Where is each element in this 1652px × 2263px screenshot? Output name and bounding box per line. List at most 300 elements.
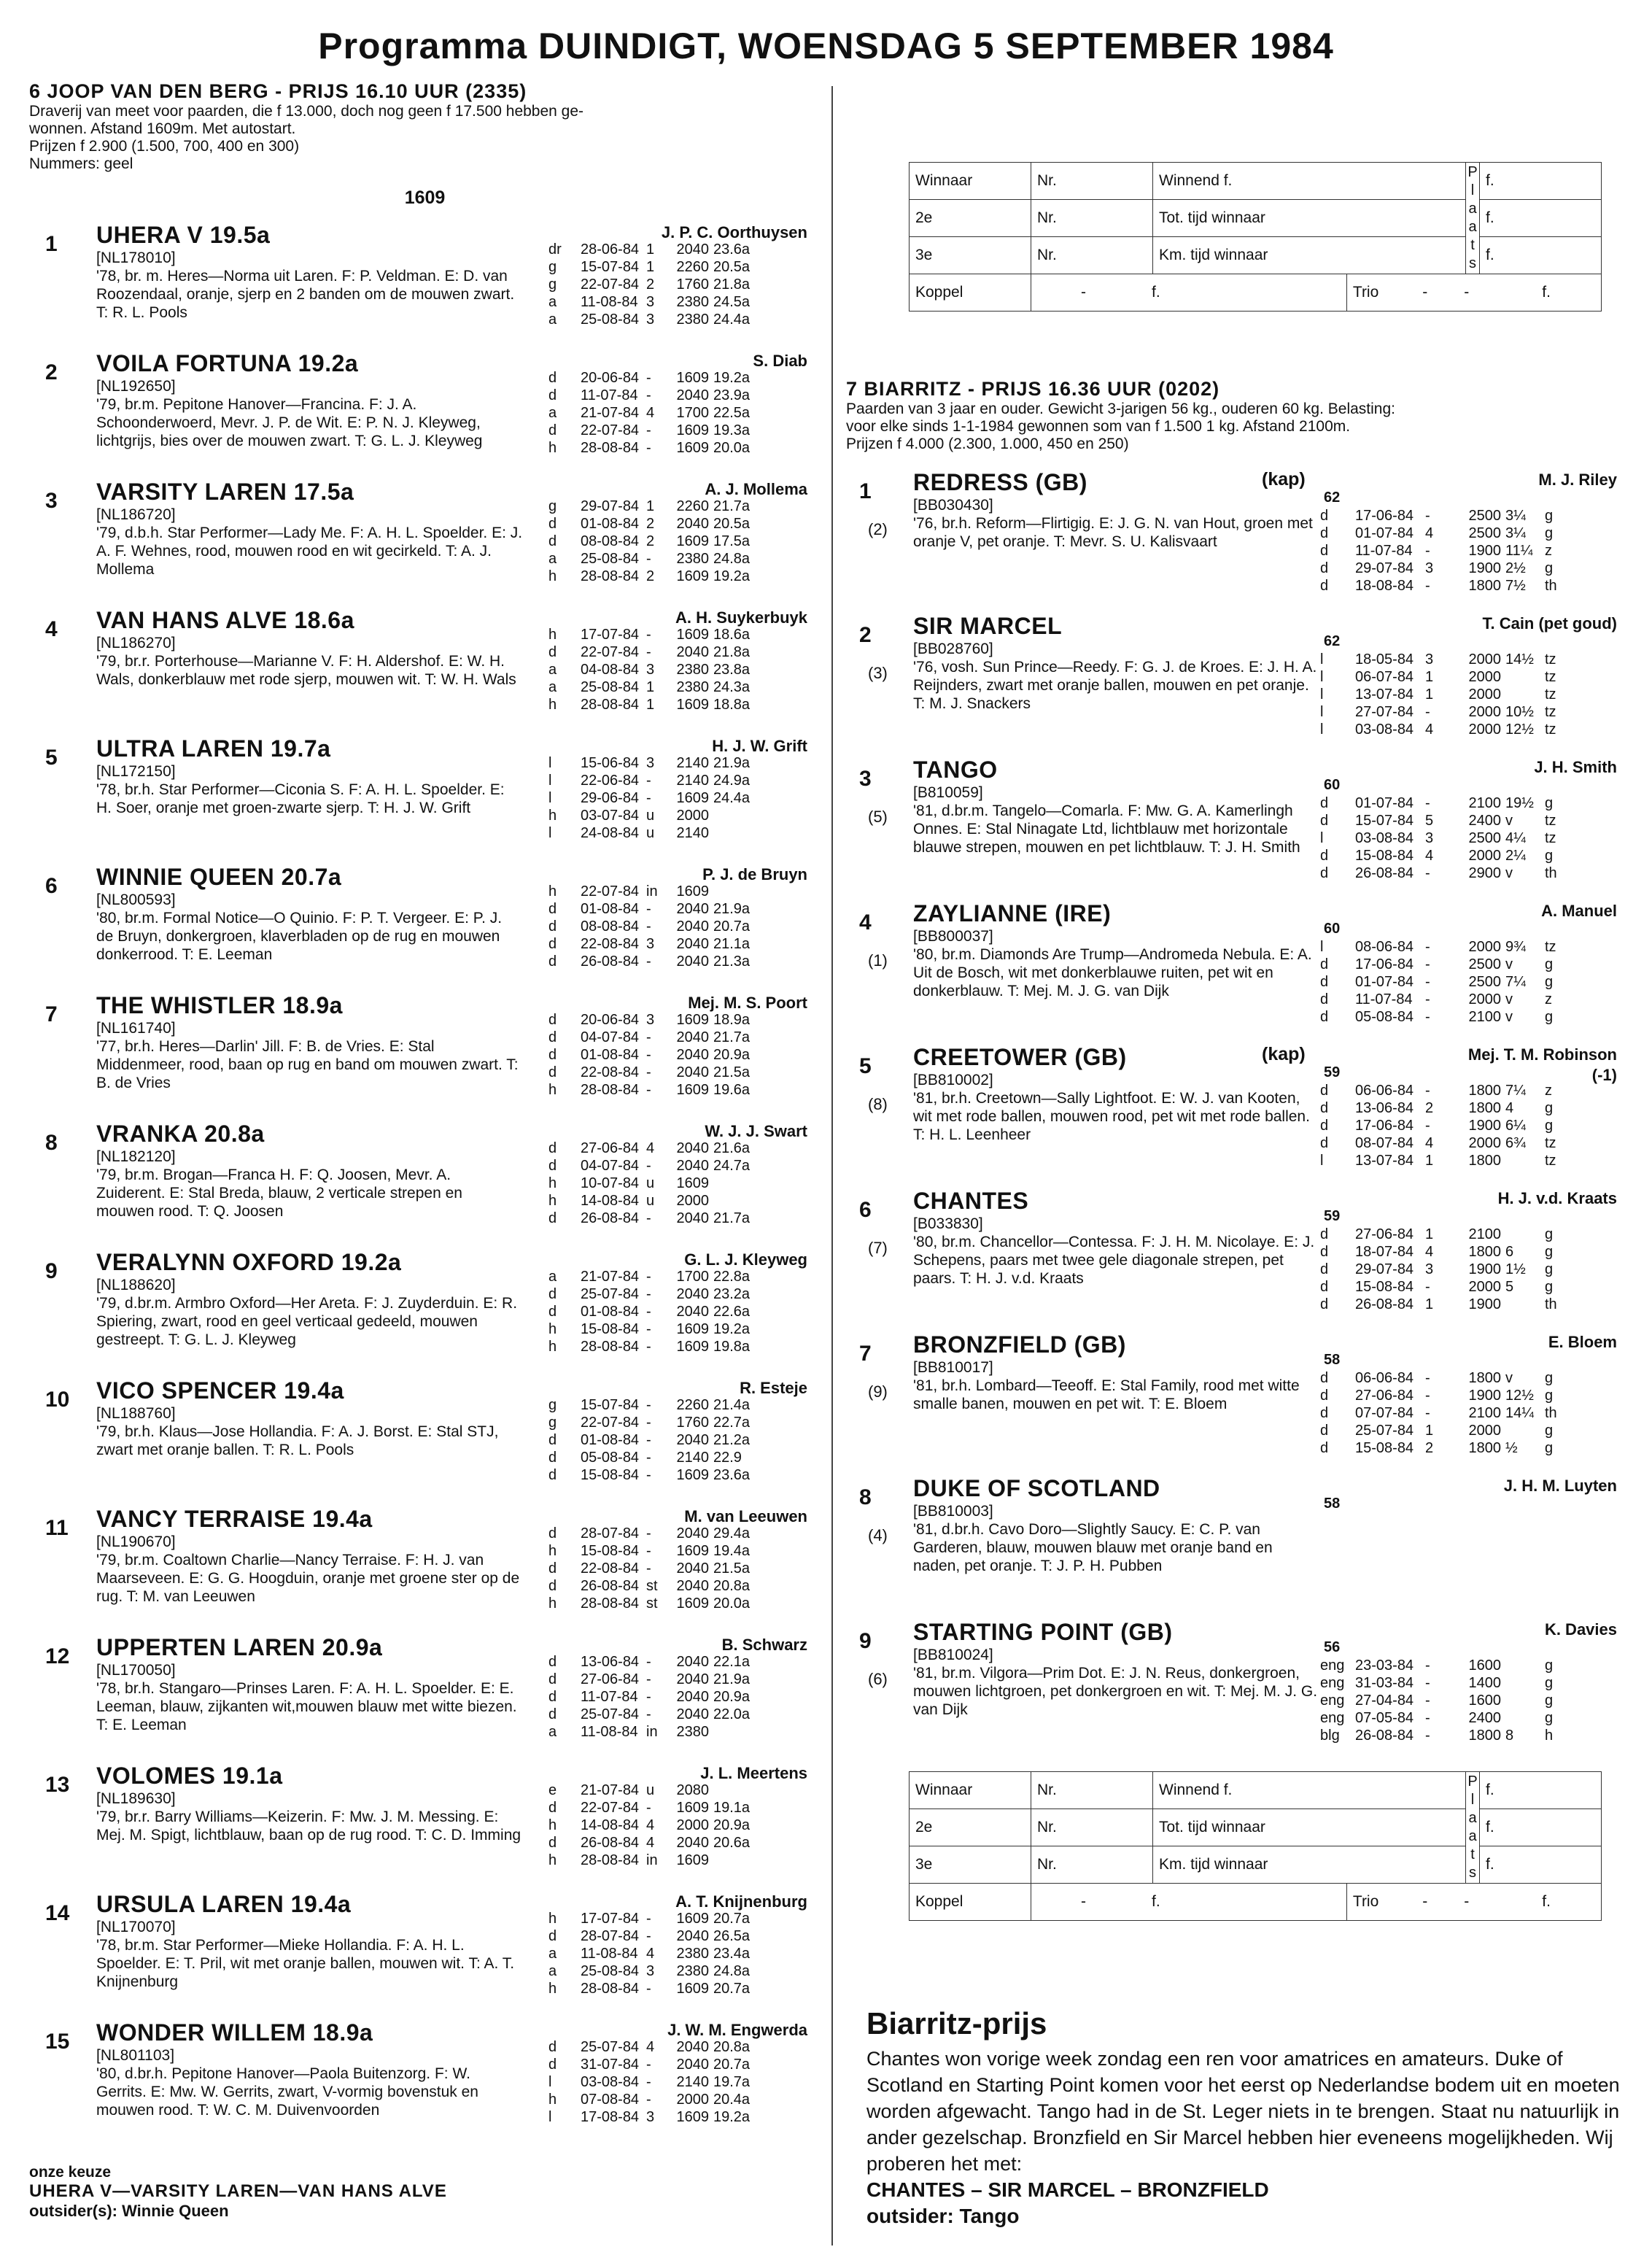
race-cell: g [1545, 956, 1554, 972]
race-cell: g [1545, 1009, 1554, 1025]
race-cell: - [646, 1706, 651, 1722]
race-cell: g [1545, 1710, 1554, 1726]
race-cell: 24.4a [713, 790, 751, 806]
horse-description: '81, br.h. Creetown—Sally Lightfoot. E: W. J. van Kooten, wit met rode ballen, mouwen rood, pet wit met rode ballen. T: H. L. Leenheer [913, 1090, 1310, 1143]
race-cell: 1 [1425, 1296, 1434, 1312]
race-cell: d [1320, 1296, 1329, 1312]
race-cell: d [548, 1671, 557, 1687]
cell-f: f. [1480, 237, 1602, 274]
race-cell: d [548, 1029, 557, 1045]
race-cell: 2500 [1468, 956, 1501, 972]
race-cell: 20.9a [713, 1689, 751, 1705]
horse-description: '76, vosh. Sun Prince—Reedy. F: G. J. de Kroes. E: J. H. A. Reijnders, zwart met oranje ballen, mouwen en pet oranje. T: M. J. Snackers [913, 659, 1317, 712]
race-cell: - [646, 1911, 651, 1927]
race-cell: st [646, 1578, 658, 1594]
horse-number: 1 [45, 232, 58, 256]
race-cell: 21.7a [713, 1210, 751, 1226]
race-cell: a [548, 662, 557, 678]
horse-number: 11 [45, 1516, 69, 1540]
race-cell: 1609 [676, 1175, 709, 1191]
race-cell: 24.4a [713, 312, 751, 328]
race-cell: 19½ [1505, 795, 1534, 811]
race-cell: d [1320, 1244, 1329, 1260]
race-cell: 4 [646, 2039, 655, 2055]
race-row [548, 293, 772, 311]
race-cell: 1 [1425, 1153, 1434, 1169]
race-cell: - [1425, 1728, 1430, 1744]
race-cell: 1 [646, 697, 655, 713]
horse-driver: E. Bloem [1548, 1333, 1617, 1351]
race-cell: 21.7a [713, 1029, 751, 1045]
race-cell: h [548, 1082, 557, 1098]
race-cell: - [646, 1158, 651, 1174]
horse-driver: Mej. T. M. Robinson [1467, 1045, 1617, 1064]
race-cell: 3 [646, 294, 655, 310]
race-row [548, 1175, 772, 1192]
horse-number: 5 [859, 1054, 872, 1078]
race-cell: a [548, 679, 557, 695]
horse-weight: 58 [1324, 1496, 1341, 1512]
horse-entry [29, 992, 821, 1121]
race-cell: h [1545, 1728, 1554, 1744]
horse-start-position: (2) [868, 520, 888, 538]
race-row [548, 789, 772, 807]
race-cell: 13-06-84 [1355, 1100, 1414, 1116]
horse-code: [NL172150] [96, 763, 176, 780]
horse-entry [846, 1188, 1630, 1331]
race-cell: 1 [646, 498, 655, 514]
race-cell: 03-07-84 [581, 808, 640, 824]
race-cell: 21.8a [713, 276, 751, 293]
race-cell: 20-06-84 [581, 370, 640, 386]
race-cell: 31-03-84 [1355, 1675, 1414, 1691]
horse-recent-races [548, 498, 772, 585]
race-cell: d [1320, 525, 1329, 541]
race-cell: 21.2a [713, 1432, 751, 1448]
race-cell: 24.5a [713, 294, 751, 310]
horse-description: '81, br.m. Vilgora—Prim Dot. E: J. N. Reus, donkergroen, mouwen lichtgroen, pet donkergroen en wit. T: Mej. M. J. G. van Dijk [913, 1665, 1318, 1718]
race-cell: - [646, 1064, 651, 1080]
race-cell: 21-07-84 [581, 1782, 640, 1798]
race-cell: d [548, 1158, 557, 1174]
race-cell: a [548, 312, 557, 328]
race-cell: 4 [1425, 525, 1434, 541]
horse-description: '80, br.m. Chancellor—Contessa. F: J. H. M. Nicolaye. E: J. Schepens, paars met twee gele diagonale strepen, pet paars. T: H. J. v.d. Kraats [913, 1234, 1315, 1287]
race-cell: d [1320, 1261, 1329, 1277]
race-cell: l [1320, 1153, 1324, 1169]
race-cell: - [1425, 1675, 1430, 1691]
race-cell: u [646, 1782, 655, 1798]
horse-description: '81, d.br.h. Cavo Doro—Slightly Saucy. E: C. P. van Garderen, blauw, mouwen blauw met oranje band en naden, pet oranje. T: J. P. H. Pubben [913, 1521, 1273, 1574]
race-cell: 2040 [676, 1689, 709, 1705]
race-cell: 13-07-84 [1355, 686, 1414, 703]
race-row [548, 1140, 772, 1157]
race-cell: 1609 [676, 627, 709, 643]
race-cell: 22.5a [713, 405, 751, 421]
horse-description: '80, br.m. Formal Notice—O Quinio. F: P. T. Vergeer. E: P. J. de Bruyn, donkergroen, klaverbladen op de rug en mouwen donkerrood. T: E. Leeman [96, 910, 503, 963]
race-cell: 04-07-84 [581, 1029, 640, 1045]
race-row [548, 311, 772, 328]
race-cell: 1900 [1468, 560, 1501, 576]
race-cell: - [646, 918, 651, 935]
race-cell: - [1425, 1118, 1430, 1134]
race-6-info-line: Prijzen f 2.900 (1.500, 700, 400 en 300) [29, 138, 300, 155]
race-row [548, 1799, 772, 1817]
horse-driver: Mej. M. S. Poort [688, 994, 807, 1012]
race-cell: 27-06-84 [1355, 1226, 1414, 1242]
race-cell: 2000 [676, 1817, 709, 1833]
horse-code: [BB028760] [913, 641, 993, 657]
horse-name: ZAYLIANNE (IRE) [913, 900, 1112, 927]
horse-number: 8 [859, 1485, 872, 1509]
race-cell: 2400 [1468, 1710, 1501, 1726]
horse-number: 9 [45, 1259, 58, 1283]
race-cell: 23.2a [713, 1286, 751, 1302]
horse-description: '79, d.b.h. Star Performer—Lady Me. F: A. H. L. Spoelder. E: J. A. F. Wehnes, rood, mouwen rood en wit gecirkeld. T: A. J. Mollema [96, 525, 523, 578]
race-cell: d [1320, 1100, 1329, 1116]
race-cell: 3 [646, 936, 655, 952]
horse-code: [NL188620] [96, 1277, 176, 1293]
horse-number: 15 [45, 2030, 70, 2054]
race-cell: g [1545, 974, 1554, 990]
horse-code: [NL186720] [96, 506, 176, 523]
race-cell: 2140 [676, 2074, 709, 2090]
horse-description: '81, d.br.m. Tangelo—Comarla. F: Mw. G. A. Kamerlingh Onnes. E: Stal Ninagate Ltd, lichtblauw met horizontale blauwe strepen, mouwen en pet lichtblauw. T: J. H. Smith [913, 802, 1300, 856]
horse-name: VOILA FORTUNA 19.2a [96, 350, 359, 376]
horse-driver: A. H. Suykerbuyk [675, 608, 807, 627]
race-cell: 23.6a [713, 1467, 751, 1483]
race-cell: 1609 [676, 1321, 709, 1337]
race-cell: - [1425, 1693, 1430, 1709]
race-cell: g [548, 498, 557, 514]
horse-name: ULTRA LAREN 19.7a [96, 735, 331, 762]
race-cell: blg [1320, 1728, 1340, 1744]
race-row [1320, 1278, 1574, 1296]
race-cell: - [646, 1654, 651, 1670]
race-cell: h [548, 2092, 557, 2108]
race-cell: 28-08-84 [581, 1852, 640, 1868]
race-cell: d [548, 901, 557, 917]
horse-recent-races [1320, 507, 1574, 595]
race-cell: 03-08-84 [1355, 722, 1414, 738]
race-row [1320, 651, 1574, 668]
horse-entry [29, 222, 821, 350]
race-cell: d [1320, 1440, 1329, 1456]
race-cell: 15-08-84 [1355, 1279, 1414, 1295]
race-cell: 2040 [676, 387, 709, 403]
race-cell: 21.5a [713, 1560, 751, 1577]
race-cell: 2 [1425, 1440, 1434, 1456]
race-cell: 2100 [1468, 1226, 1501, 1242]
race-cell: g [1545, 525, 1554, 541]
race-cell: - [1425, 1009, 1430, 1025]
race-cell: 21-07-84 [581, 1269, 640, 1285]
race-cell: 19.1a [713, 1800, 751, 1816]
horse-driver: M. J. Riley [1538, 471, 1617, 489]
race-cell: l [1320, 704, 1324, 720]
race-row [548, 1834, 772, 1852]
race-cell: 20.5a [713, 259, 751, 275]
horse-description: '77, br.h. Heres—Darlin' Jill. F: B. de Vries. E: Stal Middenmeer, rood, baan op rug en band om mouwen zwart. T: B. de Vries [96, 1038, 519, 1091]
race-cell: 2040 [676, 1029, 709, 1045]
race-cell: 2380 [676, 551, 709, 567]
race-cell: 22-08-84 [581, 1560, 640, 1577]
race-cell: - [646, 1047, 651, 1063]
race-cell: v [1505, 813, 1513, 829]
race-cell: 15-08-84 [581, 1321, 640, 1337]
race-cell: 1800 [1468, 1244, 1501, 1260]
race-cell: a [548, 1724, 557, 1740]
race-cell: 1800 [1468, 1728, 1501, 1744]
race-cell: d [548, 533, 557, 549]
race-cell: 19.2a [713, 568, 751, 584]
race-cell: g [548, 1397, 557, 1413]
race-cell: 4 [1425, 722, 1434, 738]
horse-entry [846, 1331, 1630, 1475]
race-cell: 2 [646, 516, 655, 532]
pick-main: UHERA V—VARSITY LAREN—VAN HANS ALVE [29, 2181, 447, 2201]
race-cell: - [646, 1928, 651, 1944]
race-cell: - [646, 1800, 651, 1816]
article-pick: CHANTES – SIR MARCEL – BRONZFIELD [866, 2178, 1269, 2201]
horse-code: [BB800037] [913, 928, 993, 945]
race-cell: g [548, 259, 557, 275]
race-row [548, 258, 772, 276]
race-cell: z [1545, 543, 1552, 559]
race-cell: - [1425, 508, 1430, 524]
horse-number: 4 [45, 617, 58, 641]
race-row [1320, 1134, 1574, 1152]
horse-entry [846, 1044, 1630, 1188]
race-cell: d [548, 2057, 557, 2073]
race-cell: 2040 [676, 516, 709, 532]
race-6-info [29, 103, 821, 173]
cell-km-tijd: Km. tijd winnaar [1153, 237, 1466, 274]
race-row [548, 900, 772, 918]
race-row [1320, 847, 1574, 864]
race-row [548, 2073, 772, 2091]
race-cell: d [548, 918, 557, 935]
race-cell: 2380 [676, 294, 709, 310]
result-table-race-7 [909, 1771, 1602, 1921]
race-cell: th [1545, 1405, 1557, 1421]
race-cell: 4 [646, 1817, 655, 1833]
horse-driver: M. van Leeuwen [684, 1507, 807, 1525]
race-7-column [846, 378, 1630, 1763]
race-cell: 19.6a [713, 1082, 751, 1098]
race-cell: h [548, 883, 557, 900]
race-cell: - [646, 901, 651, 917]
race-cell: tz [1545, 722, 1556, 738]
race-cell: d [1320, 795, 1329, 811]
race-cell: 01-07-84 [1355, 974, 1414, 990]
race-cell: 7½ [1505, 578, 1526, 594]
race-cell: g [1545, 1370, 1554, 1386]
race-cell: u [646, 825, 655, 841]
plaats-label: P l a a t s [1466, 1772, 1480, 1884]
horse-description: '79, br.m. Pepitone Hanover—Francina. F: J. A. Schoonderwoerd, Mevr. J. P. de Wit. E: P. N. J. Kleyweg, lichtgrijs, bies over de mouwen zwart. T: G. L. J. Kleyweg [96, 396, 483, 449]
race-row [1320, 794, 1574, 812]
race-row [548, 935, 772, 953]
race-row [548, 1414, 772, 1431]
race-cell: 22-08-84 [581, 936, 640, 952]
article-outsider: outsider: Tango [866, 2205, 1020, 2227]
race-cell: - [646, 1689, 651, 1705]
race-cell: v [1505, 1009, 1513, 1025]
horse-recent-races [1320, 651, 1574, 738]
race-row [548, 1029, 772, 1046]
cell-koppel-value: - f. [1031, 274, 1347, 312]
horse-entry [29, 1763, 821, 1891]
race-cell: d [548, 422, 557, 438]
race-cell: 2000 [1468, 939, 1501, 955]
race-cell: - [646, 1671, 651, 1687]
race-cell: 5 [1425, 813, 1434, 829]
race-cell: - [1425, 1405, 1430, 1421]
race-cell: 9¾ [1505, 939, 1526, 955]
race-cell: 2040 [676, 918, 709, 935]
race-cell: 2040 [676, 1578, 709, 1594]
race-cell: 2000 [1468, 1423, 1501, 1439]
race-cell: 1609 [676, 1082, 709, 1098]
race-cell: 1609 [676, 1339, 709, 1355]
race-row [548, 1320, 772, 1338]
race-cell: 04-08-84 [581, 662, 640, 678]
horse-driver: A. Manuel [1541, 902, 1617, 920]
race-row [548, 1817, 772, 1834]
horse-weight: 59 [1324, 1208, 1341, 1224]
race-cell: 26-08-84 [1355, 1728, 1414, 1744]
race-cell: 04-07-84 [581, 1158, 640, 1174]
horse-description: '78, br. m. Heres—Norma uit Laren. F: P. Veldman. E: D. van Roozendaal, oranje, sjerp en 2 banden om de mouwen zwart. T: R. L. Pools [96, 268, 515, 321]
race-cell: 4 [1505, 1100, 1514, 1116]
cell-f: f. [1480, 200, 1602, 237]
race-cell: - [646, 1397, 651, 1413]
race-cell: 2040 [676, 1064, 709, 1080]
race-cell: - [646, 627, 651, 643]
race-6-distance: 1609 [404, 187, 446, 208]
race-row [1320, 1296, 1574, 1313]
cell-winnend: Winnend f. [1153, 1772, 1466, 1809]
horse-code: [NL170070] [96, 1919, 176, 1935]
page-title: Programma DUINDIGT, WOENSDAG 5 SEPTEMBER 1984 [318, 26, 1334, 66]
race-cell: 01-07-84 [1355, 525, 1414, 541]
race-cell: 24.8a [713, 1963, 751, 1979]
race-cell: 22-07-84 [581, 644, 640, 660]
horse-recent-races [548, 1268, 772, 1355]
race-cell: 2500 [1468, 525, 1501, 541]
horse-weight: 58 [1324, 1352, 1341, 1368]
horse-driver: H. J. W. Grift [712, 737, 807, 755]
horse-name: REDRESS (GB) [913, 469, 1087, 495]
horse-description: '76, br.h. Reform—Flirtigig. E: J. G. N. van Hout, groen met oranje V, pet oranje. T: Mevr. S. U. Kalisvaart [913, 515, 1313, 550]
race-cell: 23.8a [713, 662, 751, 678]
race-cell: 08-08-84 [581, 533, 640, 549]
horse-description: '80, d.br.h. Pepitone Hanover—Paola Buitenzorg. F: W. Gerrits. E: Mw. W. Gerrits, zwart, V-vormig bovenstuk en mouwen rood. T: W. C. M. Duivenvoorden [96, 2065, 478, 2119]
race-cell: 29-06-84 [581, 790, 640, 806]
horse-weight: 62 [1324, 490, 1341, 506]
race-cell: 2040 [676, 1286, 709, 1302]
race-cell: - [646, 1304, 651, 1320]
race-cell: 14-08-84 [581, 1193, 640, 1209]
horse-recent-races [548, 626, 772, 713]
race-cell: 15-08-84 [581, 1467, 640, 1483]
race-cell: 26-08-84 [581, 953, 640, 970]
race-cell: 17-07-84 [581, 1911, 640, 1927]
race-row [548, 1449, 772, 1466]
horse-recent-races [548, 2038, 772, 2126]
race-cell: 2040 [676, 644, 709, 660]
race-cell: e [548, 1782, 557, 1798]
race-cell: l [1320, 669, 1324, 685]
race-cell: 1609 [676, 440, 709, 456]
race-cell: 01-08-84 [581, 901, 640, 917]
race-cell: 3 [646, 662, 655, 678]
race-cell: - [1425, 1370, 1430, 1386]
race-cell: - [646, 1269, 651, 1285]
horse-recent-races [548, 1782, 772, 1869]
horse-description: '79, br.h. Klaus—Jose Hollandia. F: A. J. Borst. E: Stal STJ, zwart met oranje ballen. T: R. L. Pools [96, 1423, 499, 1458]
horse-name: SIR MARCEL [913, 613, 1063, 639]
race-row [548, 953, 772, 970]
horse-name: VARSITY LAREN 17.5a [96, 479, 354, 505]
race-cell: 2000 [1468, 1135, 1501, 1151]
race-cell: 2000 [1468, 1279, 1501, 1295]
horse-number: 3 [45, 489, 58, 513]
race-cell: l [1320, 651, 1324, 668]
race-cell: d [1320, 1118, 1329, 1134]
race-cell: 2100 [1468, 795, 1501, 811]
horse-number: 5 [45, 746, 58, 770]
race-row [548, 1210, 772, 1227]
horse-recent-races [1320, 938, 1574, 1026]
race-cell: 22-07-84 [581, 1800, 640, 1816]
race-cell: 1900 [1468, 1388, 1501, 1404]
race-cell: 7¼ [1505, 1083, 1526, 1099]
race-cell: 11-08-84 [581, 294, 638, 310]
race-cell: g [1545, 560, 1554, 576]
race-cell: l [548, 773, 552, 789]
horse-recent-races [548, 883, 772, 970]
race-cell: l [548, 2109, 552, 2125]
horse-number: 12 [45, 1644, 70, 1668]
race-row [548, 1595, 772, 1612]
horse-driver: J. H. Smith [1534, 758, 1617, 776]
race-cell: l [548, 825, 552, 841]
horse-name: WONDER WILLEM 18.9a [96, 2019, 373, 2046]
race-row [548, 1671, 772, 1688]
race-cell: 1609 [676, 370, 709, 386]
race-row [548, 883, 772, 900]
race-cell: - [646, 440, 651, 456]
race-cell: 20.4a [713, 2092, 751, 2108]
horse-driver: A. T. Knijnenburg [675, 1892, 807, 1911]
horse-recent-races [1320, 1082, 1574, 1169]
race-cell: d [1320, 1083, 1329, 1099]
race-row [548, 626, 772, 643]
race-cell: 08-06-84 [1355, 939, 1414, 955]
race-cell: 24.7a [713, 1158, 751, 1174]
race-cell: 18.8a [713, 697, 751, 713]
race-cell: 1 [1425, 686, 1434, 703]
race-row [548, 1945, 772, 1962]
race-cell: tz [1545, 651, 1556, 668]
race-cell: 20.8a [713, 1578, 751, 1594]
horse-number: 7 [859, 1342, 872, 1366]
race-cell: 25-08-84 [581, 679, 640, 695]
race-cell: 15-07-84 [581, 1397, 640, 1413]
race-cell: 29-07-84 [581, 498, 640, 514]
